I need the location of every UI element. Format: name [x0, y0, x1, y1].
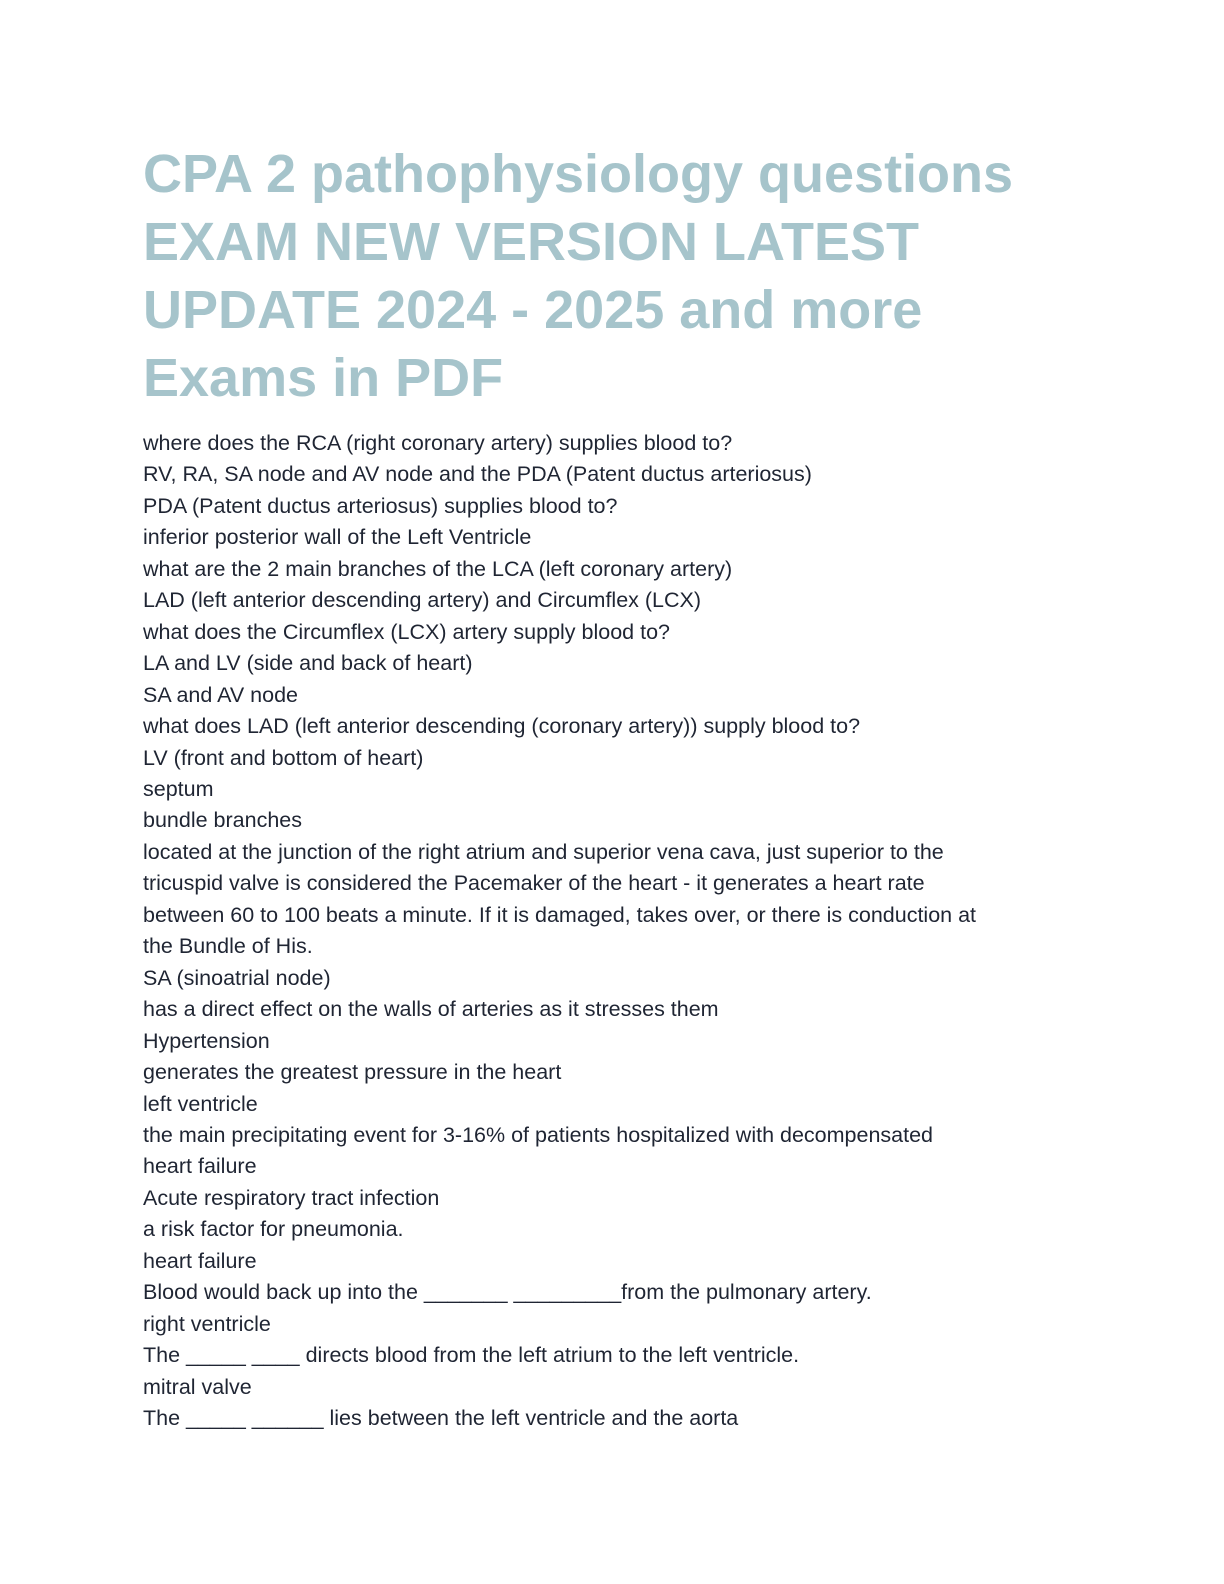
text-line: The _____ ____ directs blood from the left atrium to the left ventricle.: [143, 1343, 800, 1368]
text-line: Acute respiratory tract infection: [143, 1185, 440, 1210]
text-line: LV (front and bottom of heart): [143, 745, 424, 770]
text-line: bundle branches: [143, 808, 302, 833]
document-title: CPA 2 pathophysiology questions EXAM NEW VERSION LATEST UPDATE 2024 - 2025 and more Exams in PDF: [143, 144, 1014, 408]
text-line: inferior posterior wall of the Left Ventricle: [143, 525, 532, 550]
text-line: what does LAD (left anterior descending (coronary artery)) supply blood to?: [143, 714, 861, 739]
text-line: septum: [143, 776, 214, 801]
text-line: what are the 2 main branches of the LCA (left coronary artery): [143, 556, 733, 581]
text-line: Hypertension: [143, 1028, 270, 1053]
text-line: LAD (left anterior descending artery) and Circumflex (LCX): [143, 588, 702, 613]
document-page: [143, 140, 1083, 1435]
text-line: SA (sinoatrial node): [143, 965, 331, 990]
text-line: where does the RCA (right coronary artery) supplies blood to?: [143, 431, 733, 455]
text-line: the main precipitating event for 3-16% of patients hospitalized with decompensated: [143, 1122, 933, 1147]
text-line: PDA (Patent ductus arteriosus) supplies blood to?: [143, 493, 618, 518]
text-line: tricuspid valve is considered the Pacemaker of the heart - it generates a heart rate: [143, 871, 925, 896]
text-line: right ventricle: [143, 1311, 271, 1336]
text-line: LA and LV (side and back of heart): [143, 651, 473, 676]
text-line: a risk factor for pneumonia.: [143, 1217, 404, 1242]
text-line: Blood would back up into the _______ _________from the pulmonary artery.: [143, 1280, 872, 1305]
text-line: left ventricle: [143, 1091, 258, 1116]
text-line: RV, RA, SA node and AV node and the PDA (Patent ductus arteriosus): [143, 462, 812, 487]
text-line: heart failure: [143, 1154, 257, 1179]
text-line: between 60 to 100 beats a minute. If it is damaged, takes over, or there is conduction at: [143, 902, 977, 927]
text-line: the Bundle of His.: [143, 934, 313, 959]
text-line: heart failure: [143, 1248, 257, 1273]
text-line: has a direct effect on the walls of arteries as it stresses them: [143, 997, 719, 1022]
question-answer-list: [143, 428, 1083, 1435]
text-line: located at the junction of the right atrium and superior vena cava, just superior to the: [143, 839, 944, 864]
text-line: mitral valve: [143, 1374, 252, 1399]
text-line: The _____ ______ lies between the left ventricle and the aorta: [143, 1406, 739, 1431]
text-line: generates the greatest pressure in the heart: [143, 1060, 562, 1085]
text-line: SA and AV node: [143, 682, 299, 707]
text-line: what does the Circumflex (LCX) artery supply blood to?: [143, 619, 670, 644]
